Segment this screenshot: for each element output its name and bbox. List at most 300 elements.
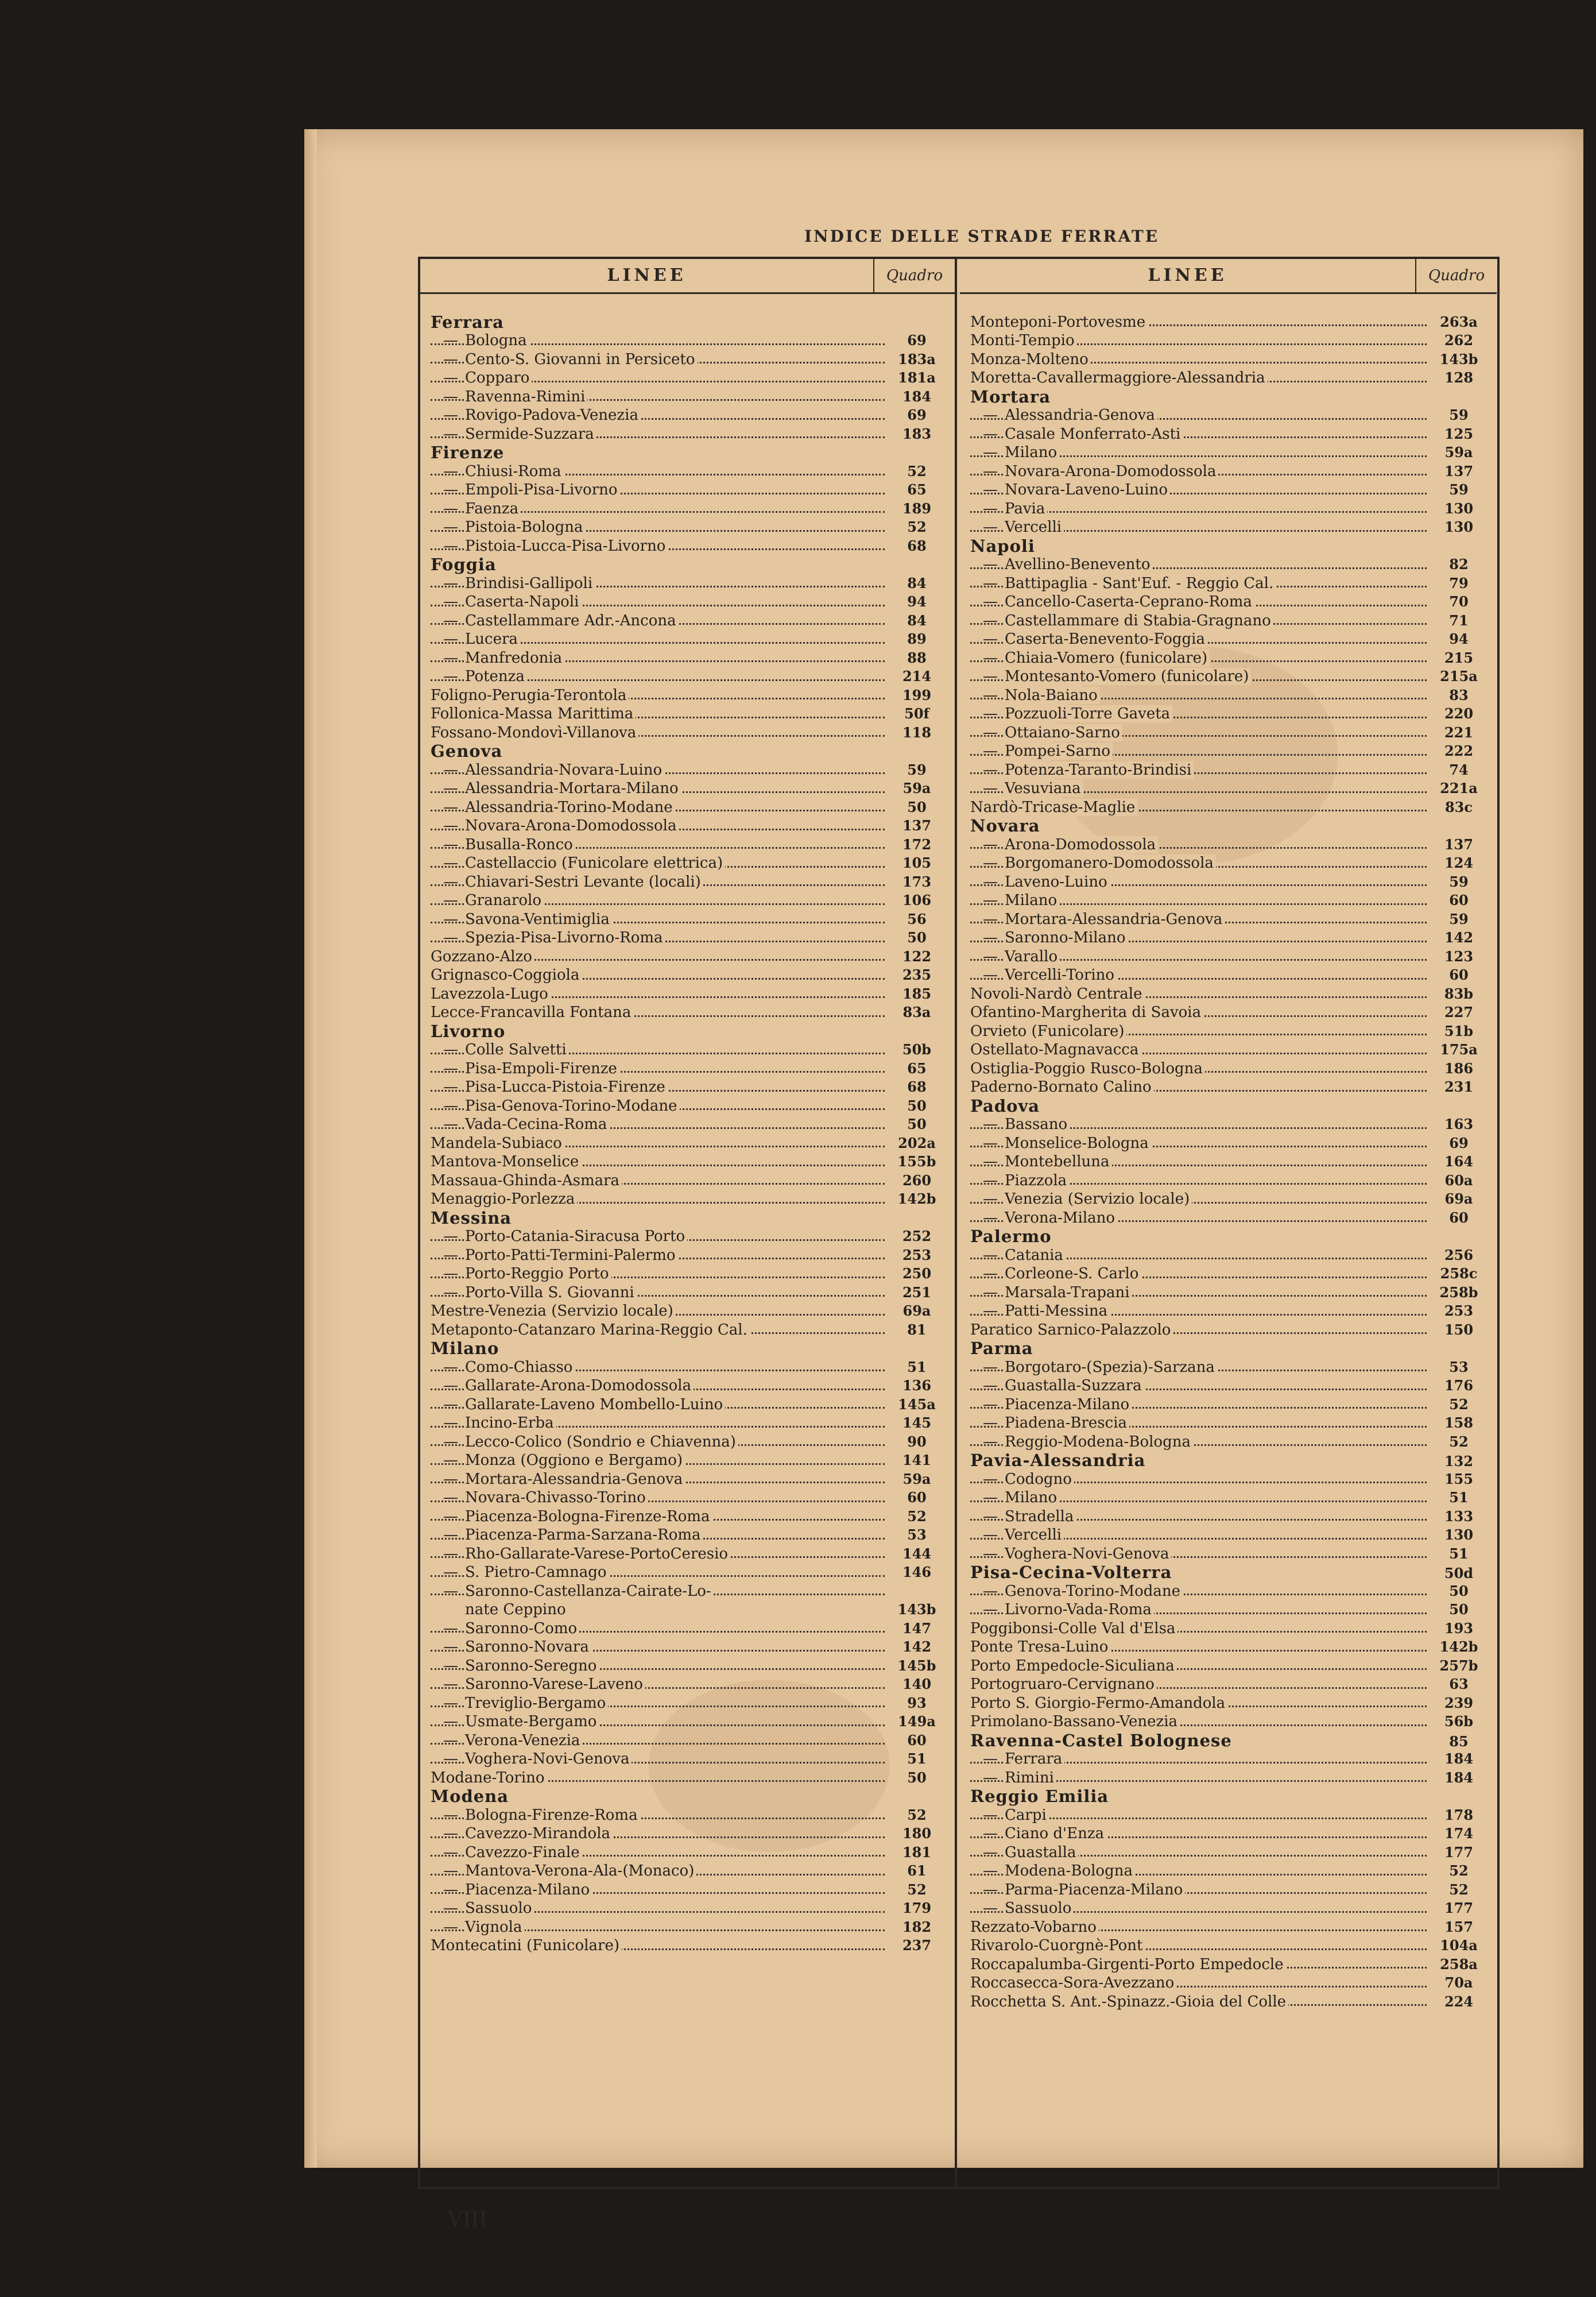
line-name-text: Palermo (970, 1227, 1054, 1246)
line-name (431, 612, 888, 631)
quadro-number: 59 (907, 761, 927, 778)
index-group-heading (431, 555, 946, 574)
line-name (431, 388, 888, 407)
line-name-text: Porto Empedocle-Siculiana (970, 1657, 1177, 1675)
index-entry (970, 574, 1487, 593)
quadro-number: 59a (902, 1470, 931, 1487)
line-name (431, 1526, 888, 1545)
index-entry (431, 1433, 946, 1452)
dash-mark: — (443, 1582, 458, 1600)
quadro-number: 221a (1440, 780, 1478, 796)
quadro-number: 130 (1444, 1526, 1474, 1543)
line-name (431, 1227, 888, 1246)
line-name (431, 1078, 888, 1097)
dash-mark: — (443, 1414, 458, 1432)
index-group-heading (431, 1209, 946, 1228)
index-entry (431, 612, 946, 631)
index-entry (431, 1097, 946, 1116)
index-entry (431, 500, 946, 519)
line-name (431, 854, 888, 873)
line-name-text: Fossano-Mondovì-Villanova (431, 724, 638, 741)
line-name-text: Como-Chiasso (465, 1359, 575, 1376)
line-name (970, 1936, 1430, 1955)
index-entry (431, 1862, 946, 1881)
line-name (970, 537, 1430, 556)
quadro-number: 130 (1444, 519, 1474, 535)
index-entry (431, 1806, 946, 1825)
line-name-text: Ostellato-Magnavacca (970, 1041, 1141, 1058)
line-name-text: Borgotaro-(Spezia)-Sarzana (1005, 1359, 1217, 1376)
index-entry (970, 1918, 1487, 1937)
line-name-text: Porto S. Giorgio-Fermo-Amandola (970, 1695, 1227, 1712)
line-name-text: Genova (431, 742, 505, 761)
quadro-number: 150 (1444, 1321, 1474, 1338)
quadro-number: 180 (902, 1825, 932, 1842)
right-rows (960, 294, 1497, 2011)
line-name (970, 891, 1430, 910)
dash-mark: — (983, 1246, 998, 1264)
quadro-number: 215 (1444, 649, 1474, 666)
line-name (431, 1619, 888, 1638)
quadro-number: 145a (898, 1395, 936, 1413)
line-name (970, 1731, 1430, 1750)
line-name-text: Ottaiano-Sarno (1005, 724, 1122, 741)
line-name (431, 369, 888, 388)
line-name (970, 966, 1430, 985)
quadro-number: 125 (1444, 425, 1474, 442)
line-name-text: nate Ceppino (465, 1601, 568, 1618)
index-entry (970, 667, 1487, 686)
dash-mark: — (983, 425, 998, 443)
quadro-number: 237 (902, 1937, 932, 1954)
line-name (970, 1750, 1430, 1769)
line-name (970, 1918, 1430, 1937)
line-name (431, 1936, 888, 1955)
line-name-text: Granarolo (465, 892, 544, 909)
index-entry (970, 1750, 1487, 1769)
index-entry (431, 1899, 946, 1918)
header-linee: LINEE (1148, 265, 1227, 285)
line-name-text: Genova-Torino-Modane (1005, 1583, 1183, 1600)
line-name (970, 1302, 1430, 1321)
dash-mark: — (443, 1526, 458, 1544)
line-name (970, 1694, 1430, 1713)
line-name-text: Pisa-Cecina-Volterra (970, 1563, 1174, 1582)
index-entry (431, 1582, 946, 1601)
line-name (431, 1451, 888, 1470)
index-entry (970, 1993, 1487, 2012)
index-entry (431, 1395, 946, 1414)
line-name-text: Mestre-Venezia (Servizio locale) (431, 1302, 676, 1320)
line-name-text: Ferrara (431, 313, 506, 332)
quadro-number: 50 (1449, 1582, 1469, 1599)
line-name-text: Pavia-Alessandria (970, 1451, 1148, 1470)
line-name (431, 1153, 888, 1171)
line-name-text: Foligno-Perugia-Terontola (431, 687, 629, 704)
index-entry (431, 1769, 946, 1788)
line-name-text: Pistoia-Lucca-Pisa-Livorno (465, 537, 668, 555)
quadro-number: 144 (902, 1545, 932, 1562)
index-entry (970, 1526, 1487, 1545)
line-name (431, 331, 888, 350)
quadro-number: 59 (1449, 407, 1469, 423)
line-name-text: Gozzano-Alzo (431, 948, 534, 965)
quadro-number: 94 (907, 593, 927, 610)
quadro-number: 142b (1439, 1638, 1478, 1655)
line-name (970, 742, 1430, 761)
index-entry (431, 574, 946, 593)
line-name (970, 1657, 1430, 1676)
index-entry (431, 1545, 946, 1564)
line-name-text: Cancello-Caserta-Ceprano-Roma (1005, 593, 1254, 610)
line-name-text: Chiaia-Vomero (funicolare) (1005, 649, 1210, 667)
line-name (970, 1955, 1430, 1974)
quadro-number: 252 (902, 1228, 932, 1244)
quadro-number: 181 (902, 1843, 932, 1861)
quadro-number: 231 (1444, 1078, 1474, 1095)
index-group-heading (970, 1451, 1487, 1470)
line-name-text: Monti-Tempio (970, 332, 1077, 349)
dash-mark: — (443, 1750, 458, 1768)
quadro-number: 71 (1449, 612, 1469, 629)
line-name (970, 798, 1430, 817)
quadro-number: 65 (907, 1059, 927, 1077)
line-name (970, 593, 1430, 612)
line-name-text: Monza-Molteno (970, 351, 1091, 368)
quadro-number: 124 (1444, 854, 1474, 871)
line-name-text: Varallo (1005, 948, 1060, 965)
dash-mark: — (443, 1452, 458, 1469)
line-name-text: Milano (1005, 444, 1059, 461)
line-name-text: Poggibonsi-Colle Val d'Elsa (970, 1620, 1177, 1637)
quadro-number: 176 (1444, 1377, 1474, 1394)
dash-mark: — (443, 537, 458, 555)
line-name (970, 1041, 1430, 1059)
line-name-text: Mantova-Verona-Ala-(Monaco) (465, 1862, 696, 1880)
quadro-number: 143b (897, 1601, 936, 1618)
index-entry (970, 1003, 1487, 1022)
index-entry (970, 1321, 1487, 1340)
dash-mark: — (443, 1116, 458, 1133)
dash-mark: — (983, 1395, 998, 1413)
column-header (420, 259, 955, 294)
dash-mark: — (443, 892, 458, 909)
dash-mark: — (983, 743, 998, 760)
index-entry (431, 1712, 946, 1731)
index-entry (970, 1881, 1487, 1900)
index-entry (970, 1264, 1487, 1283)
line-name (431, 425, 888, 444)
index-entry (431, 1115, 946, 1134)
line-name (970, 406, 1430, 425)
quadro-number: 52 (907, 1881, 927, 1898)
index-entry (431, 1600, 946, 1619)
line-name (970, 388, 1430, 407)
quadro-number: 143b (1439, 350, 1478, 368)
index-entry (431, 481, 946, 500)
index-entry (970, 443, 1487, 462)
line-name-text: Montesanto-Vomero (funicolare) (1005, 668, 1251, 685)
index-entry (970, 1936, 1487, 1955)
index-entry (970, 331, 1487, 350)
line-name (970, 1993, 1430, 2012)
line-name (431, 1750, 888, 1769)
quadro-number: 50f (904, 705, 929, 722)
dash-mark: — (443, 1806, 458, 1824)
dash-mark: — (443, 1041, 458, 1058)
dash-mark: — (443, 1545, 458, 1563)
index-group-heading (431, 313, 946, 332)
dash-mark: — (443, 1377, 458, 1394)
line-name (431, 929, 888, 948)
line-name (970, 1115, 1430, 1134)
line-name (970, 1395, 1430, 1414)
quadro-number: 132 (1444, 1453, 1474, 1470)
line-name (970, 1246, 1430, 1265)
page-number: VIII (448, 2208, 487, 2232)
line-name (970, 1600, 1430, 1619)
quadro-number: 184 (1444, 1769, 1474, 1786)
line-name-text: Rocchetta S. Ant.-Spinazz.-Gioia del Colle (970, 1993, 1288, 2010)
line-name (431, 1731, 888, 1750)
line-name (431, 1712, 888, 1731)
line-name (431, 742, 888, 761)
line-name-text: Saronno-Novara (465, 1638, 591, 1656)
index-entry (431, 1358, 946, 1377)
line-name-text: Saronno-Milano (1005, 929, 1128, 946)
quadro-number: 175a (1440, 1041, 1478, 1058)
line-name (970, 667, 1430, 686)
dash-mark: — (983, 1881, 998, 1898)
line-name-text: Busalla-Ronco (465, 836, 575, 853)
dash-mark: — (983, 1209, 998, 1227)
quadro-number: 59 (1449, 873, 1469, 890)
line-name (431, 1563, 888, 1582)
line-name (431, 555, 888, 574)
dash-mark: — (443, 1470, 458, 1488)
dash-mark: — (983, 1470, 998, 1488)
line-name-text: Follonica-Massa Marittima (431, 705, 636, 722)
dash-mark: — (983, 444, 998, 461)
line-name (431, 1097, 888, 1116)
line-name (970, 1059, 1430, 1078)
dash-mark: — (443, 1059, 458, 1077)
index-entry (970, 1041, 1487, 1059)
quadro-number: 52 (1449, 1881, 1469, 1898)
index-entry (431, 929, 946, 948)
line-name (431, 1246, 888, 1265)
quadro-number: 60 (1449, 966, 1469, 983)
line-name-text: Pavia (1005, 500, 1047, 517)
line-name-text: Bologna (465, 332, 529, 349)
quadro-number: 137 (1444, 836, 1474, 853)
line-name-text: Ofantino-Margherita di Savoia (970, 1004, 1203, 1021)
index-entry (970, 854, 1487, 873)
dash-mark: — (983, 929, 998, 946)
line-name-text: Verona-Milano (1005, 1209, 1117, 1227)
quadro-number: 147 (902, 1619, 932, 1637)
quadro-number: 183a (898, 350, 936, 368)
line-name-text: Marsala-Trapani (1005, 1284, 1132, 1301)
index-group-heading (970, 1227, 1487, 1246)
index-entry (431, 1078, 946, 1097)
line-name (970, 1414, 1430, 1433)
quadro-number: 51 (1449, 1545, 1469, 1562)
quadro-number: 118 (902, 724, 932, 741)
quadro-number: 164 (1444, 1153, 1474, 1170)
line-name-text: Vada-Cecina-Roma (465, 1116, 609, 1133)
line-name (431, 1414, 888, 1433)
dash-mark: — (443, 1694, 458, 1712)
index-entry (970, 1974, 1487, 1993)
line-name (970, 1283, 1430, 1302)
quadro-number: 260 (902, 1171, 932, 1189)
line-name (970, 1190, 1430, 1209)
index-entry (431, 686, 946, 705)
line-name (970, 1376, 1430, 1395)
quadro-number: 106 (902, 892, 932, 908)
line-name-text: Bassano (1005, 1116, 1070, 1133)
index-group-heading (431, 443, 946, 462)
line-name-text: Montecatini (Funicolare) (431, 1937, 622, 1954)
line-name-text: Battipaglia - Sant'Euf. - Reggio Cal. (1005, 575, 1276, 592)
dash-mark: — (443, 873, 458, 891)
line-name-text: Lucera (465, 631, 520, 648)
dash-mark: — (983, 705, 998, 722)
quadro-number: 250 (902, 1265, 932, 1282)
line-name-text: Castellammare di Stabia-Gragnano (1005, 612, 1273, 629)
dash-mark: — (983, 686, 998, 704)
index-group-heading (970, 1731, 1487, 1750)
quadro-number: 81 (907, 1321, 927, 1338)
quadro-number: 68 (907, 1078, 927, 1095)
quadro-number: 105 (902, 854, 932, 871)
index-entry (431, 1003, 946, 1022)
quadro-number: 51 (907, 1358, 927, 1375)
dash-mark: — (443, 1657, 458, 1675)
index-entry (970, 369, 1487, 388)
quadro-number: 51b (1444, 1022, 1474, 1039)
dash-mark: — (443, 1078, 458, 1096)
line-name (431, 1675, 888, 1694)
line-name-text: Casale Monferrato-Asti (1005, 426, 1183, 443)
index-entry (970, 630, 1487, 649)
dash-mark: — (443, 1395, 458, 1413)
line-name (970, 350, 1430, 369)
line-name (431, 593, 888, 612)
quadro-number: 179 (902, 1900, 932, 1916)
dash-mark: — (443, 910, 458, 928)
index-entry (431, 1638, 946, 1657)
line-name (970, 518, 1430, 537)
line-name (431, 836, 888, 854)
line-name (970, 1582, 1430, 1601)
dash-mark: — (443, 593, 458, 610)
dash-mark: — (983, 873, 998, 891)
index-entry (970, 1283, 1487, 1302)
line-name-text: Patti-Messina (1005, 1302, 1110, 1320)
dash-mark: — (983, 1843, 998, 1861)
index-entry (431, 1731, 946, 1750)
index-entry (431, 1563, 946, 1582)
quadro-number: 50 (907, 1116, 927, 1132)
line-name-text: Ravenna-Castel Bolognese (970, 1731, 1234, 1750)
line-name (970, 1862, 1430, 1881)
index-entry (431, 1488, 946, 1507)
line-name-text: Padova (970, 1097, 1042, 1116)
quadro-number: 52 (907, 519, 927, 535)
index-entry (431, 724, 946, 743)
index-entry (970, 1712, 1487, 1731)
line-name (431, 1806, 888, 1825)
quadro-number: 59 (1449, 910, 1469, 927)
line-name-text: Rimini (1005, 1769, 1056, 1786)
quadro-number: 52 (907, 462, 927, 479)
dash-mark: — (983, 1433, 998, 1451)
line-name-text: Rho-Gallarate-Varese-PortoCeresio (465, 1545, 730, 1563)
line-name (970, 1675, 1430, 1694)
line-name (970, 1003, 1430, 1022)
line-name (431, 686, 888, 705)
header-linee: LINEE (607, 265, 687, 285)
index-entry (431, 1227, 946, 1246)
line-name (970, 1843, 1430, 1862)
line-name (970, 1358, 1430, 1377)
index-entry (431, 1414, 946, 1433)
line-name-text: Vercelli (1005, 519, 1064, 536)
index-entry (970, 1115, 1487, 1134)
index-entry (431, 388, 946, 407)
line-name-text: Saronno-Seregno (465, 1657, 599, 1675)
line-name (431, 1302, 888, 1321)
index-entry (431, 1750, 946, 1769)
line-name (970, 1638, 1430, 1657)
line-name-text: Vercelli-Torino (1005, 966, 1117, 984)
dash-mark: — (983, 1769, 998, 1786)
index-entry (431, 1153, 946, 1171)
dash-mark: — (983, 481, 998, 498)
line-name (970, 1153, 1430, 1171)
line-name (970, 1769, 1430, 1788)
dash-mark: — (983, 1507, 998, 1525)
line-name (970, 948, 1430, 966)
line-name-text: Saronno-Castellanza-Cairate-Lo- (465, 1583, 714, 1600)
line-name-text: Brindisi-Gallipoli (465, 575, 595, 592)
line-name-text: Pistoia-Bologna (465, 519, 585, 536)
dash-mark: — (443, 407, 458, 424)
line-name-text: Messina (431, 1209, 514, 1228)
quadro-number: 70 (1449, 593, 1469, 610)
index-entry (970, 724, 1487, 743)
index-entry (431, 1321, 946, 1340)
line-name (970, 724, 1430, 743)
line-name (431, 1339, 888, 1358)
index-entry (970, 1694, 1487, 1713)
line-name (431, 1171, 888, 1190)
line-name (431, 761, 888, 780)
dash-mark: — (443, 761, 458, 779)
index-entry (970, 1955, 1487, 1974)
index-entry (970, 1190, 1487, 1209)
dash-mark: — (443, 780, 458, 797)
quadro-number: 146 (902, 1564, 932, 1580)
line-name-text: Ostiglia-Poggio Rusco-Bologna (970, 1060, 1205, 1077)
index-entry (431, 406, 946, 425)
line-name-text: Usmate-Bergamo (465, 1713, 599, 1730)
dash-mark: — (443, 1825, 458, 1842)
quadro-number: 93 (907, 1694, 927, 1711)
index-entry (970, 742, 1487, 761)
